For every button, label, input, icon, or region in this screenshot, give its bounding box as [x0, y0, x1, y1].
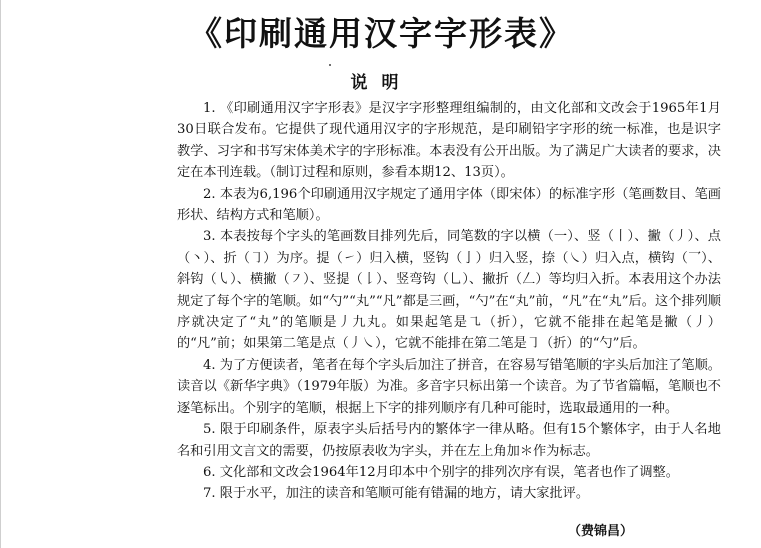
paragraph-2: 2. 本表为6,196个印刷通用汉字规定了通用字体（即宋体）的标准字形（笔画数目、笔画形状、结构方式和笔顺）。: [177, 186, 721, 224]
section-heading: 说明: [350, 73, 413, 93]
ink-speck: [329, 64, 331, 66]
paragraph-1: 1. 《印刷通用汉字字形表》是汉字字形整理组编制的，由文化部和文改会于1965年1月30日联合发布。它提供了现代通用汉字的字形规范，是印刷铅字字形的统一标准，也是识字教学、习字和书写宋体美术字的字形标准。本表没有公开出版。为了满足广大读者的要求，决定在本刊连载。（制订过程和原则，参看本期12、13页）。: [177, 101, 721, 181]
paragraph-6: 6. 文化部和文改会1964年12月印本中个别字的排列次序有误，笔者也作了调整。: [203, 464, 679, 480]
document-body: [177, 98, 721, 505]
paragraph-5: 5. 限于印刷条件，原表字头后括号内的繁体字一律从略。但有15个繁体字，由于人名地名和引用文言文的需要，仍按原表收为字头，并在左上角加＊作为标志。: [177, 422, 721, 459]
paragraph-3: 3. 本表按每个字头的笔画数目排列先后，同笔数的字以横（一）、竖（丨）、撇（丿）、点（丶）、折（㇆）为序。提（㇀）归入横，竖钩（亅）归入竖，捺（㇏）归入点，横钩（乛）、斜钩（㇂）、横撇（㇇）、竖提（𠄌）、竖弯钩（乚）、撇折（𠃋）等均归入折。本表用这个办法规定了每个字的笔顺。如“勺”“丸”“凡”都是三画，“勺”在“丸”前，“凡”在“丸”后。这个排列顺序就决定了“丸”的笔顺是丿九丸。如果起笔是㇈（折），它就不能排在起笔是撇（丿）的“凡”前；如果第二笔是点（丿㇏），它就不能排在第二笔是㇆（折）的“勺”后。: [177, 229, 721, 352]
paragraph-4: 4. 为了方便读者，笔者在每个字头后加注了拼音，在容易写错笔顺的字头后加注了笔顺。读音以《新华字典》（1979年版）为准。多音字只标出第一个读音。为了节省篇幅，笔顺也不逐笔标出。个别字的笔顺，根据上下字的排列顺序有几种可能时，选取最通用的一种。: [177, 357, 721, 416]
author-signature: （费锦昌）: [567, 524, 633, 539]
document-title: 《印刷通用汉字字形表》: [189, 14, 574, 53]
paragraph-7: 7. 限于水平，加注的读音和笔顺可能有错漏的地方，请大家批评。: [203, 486, 590, 502]
